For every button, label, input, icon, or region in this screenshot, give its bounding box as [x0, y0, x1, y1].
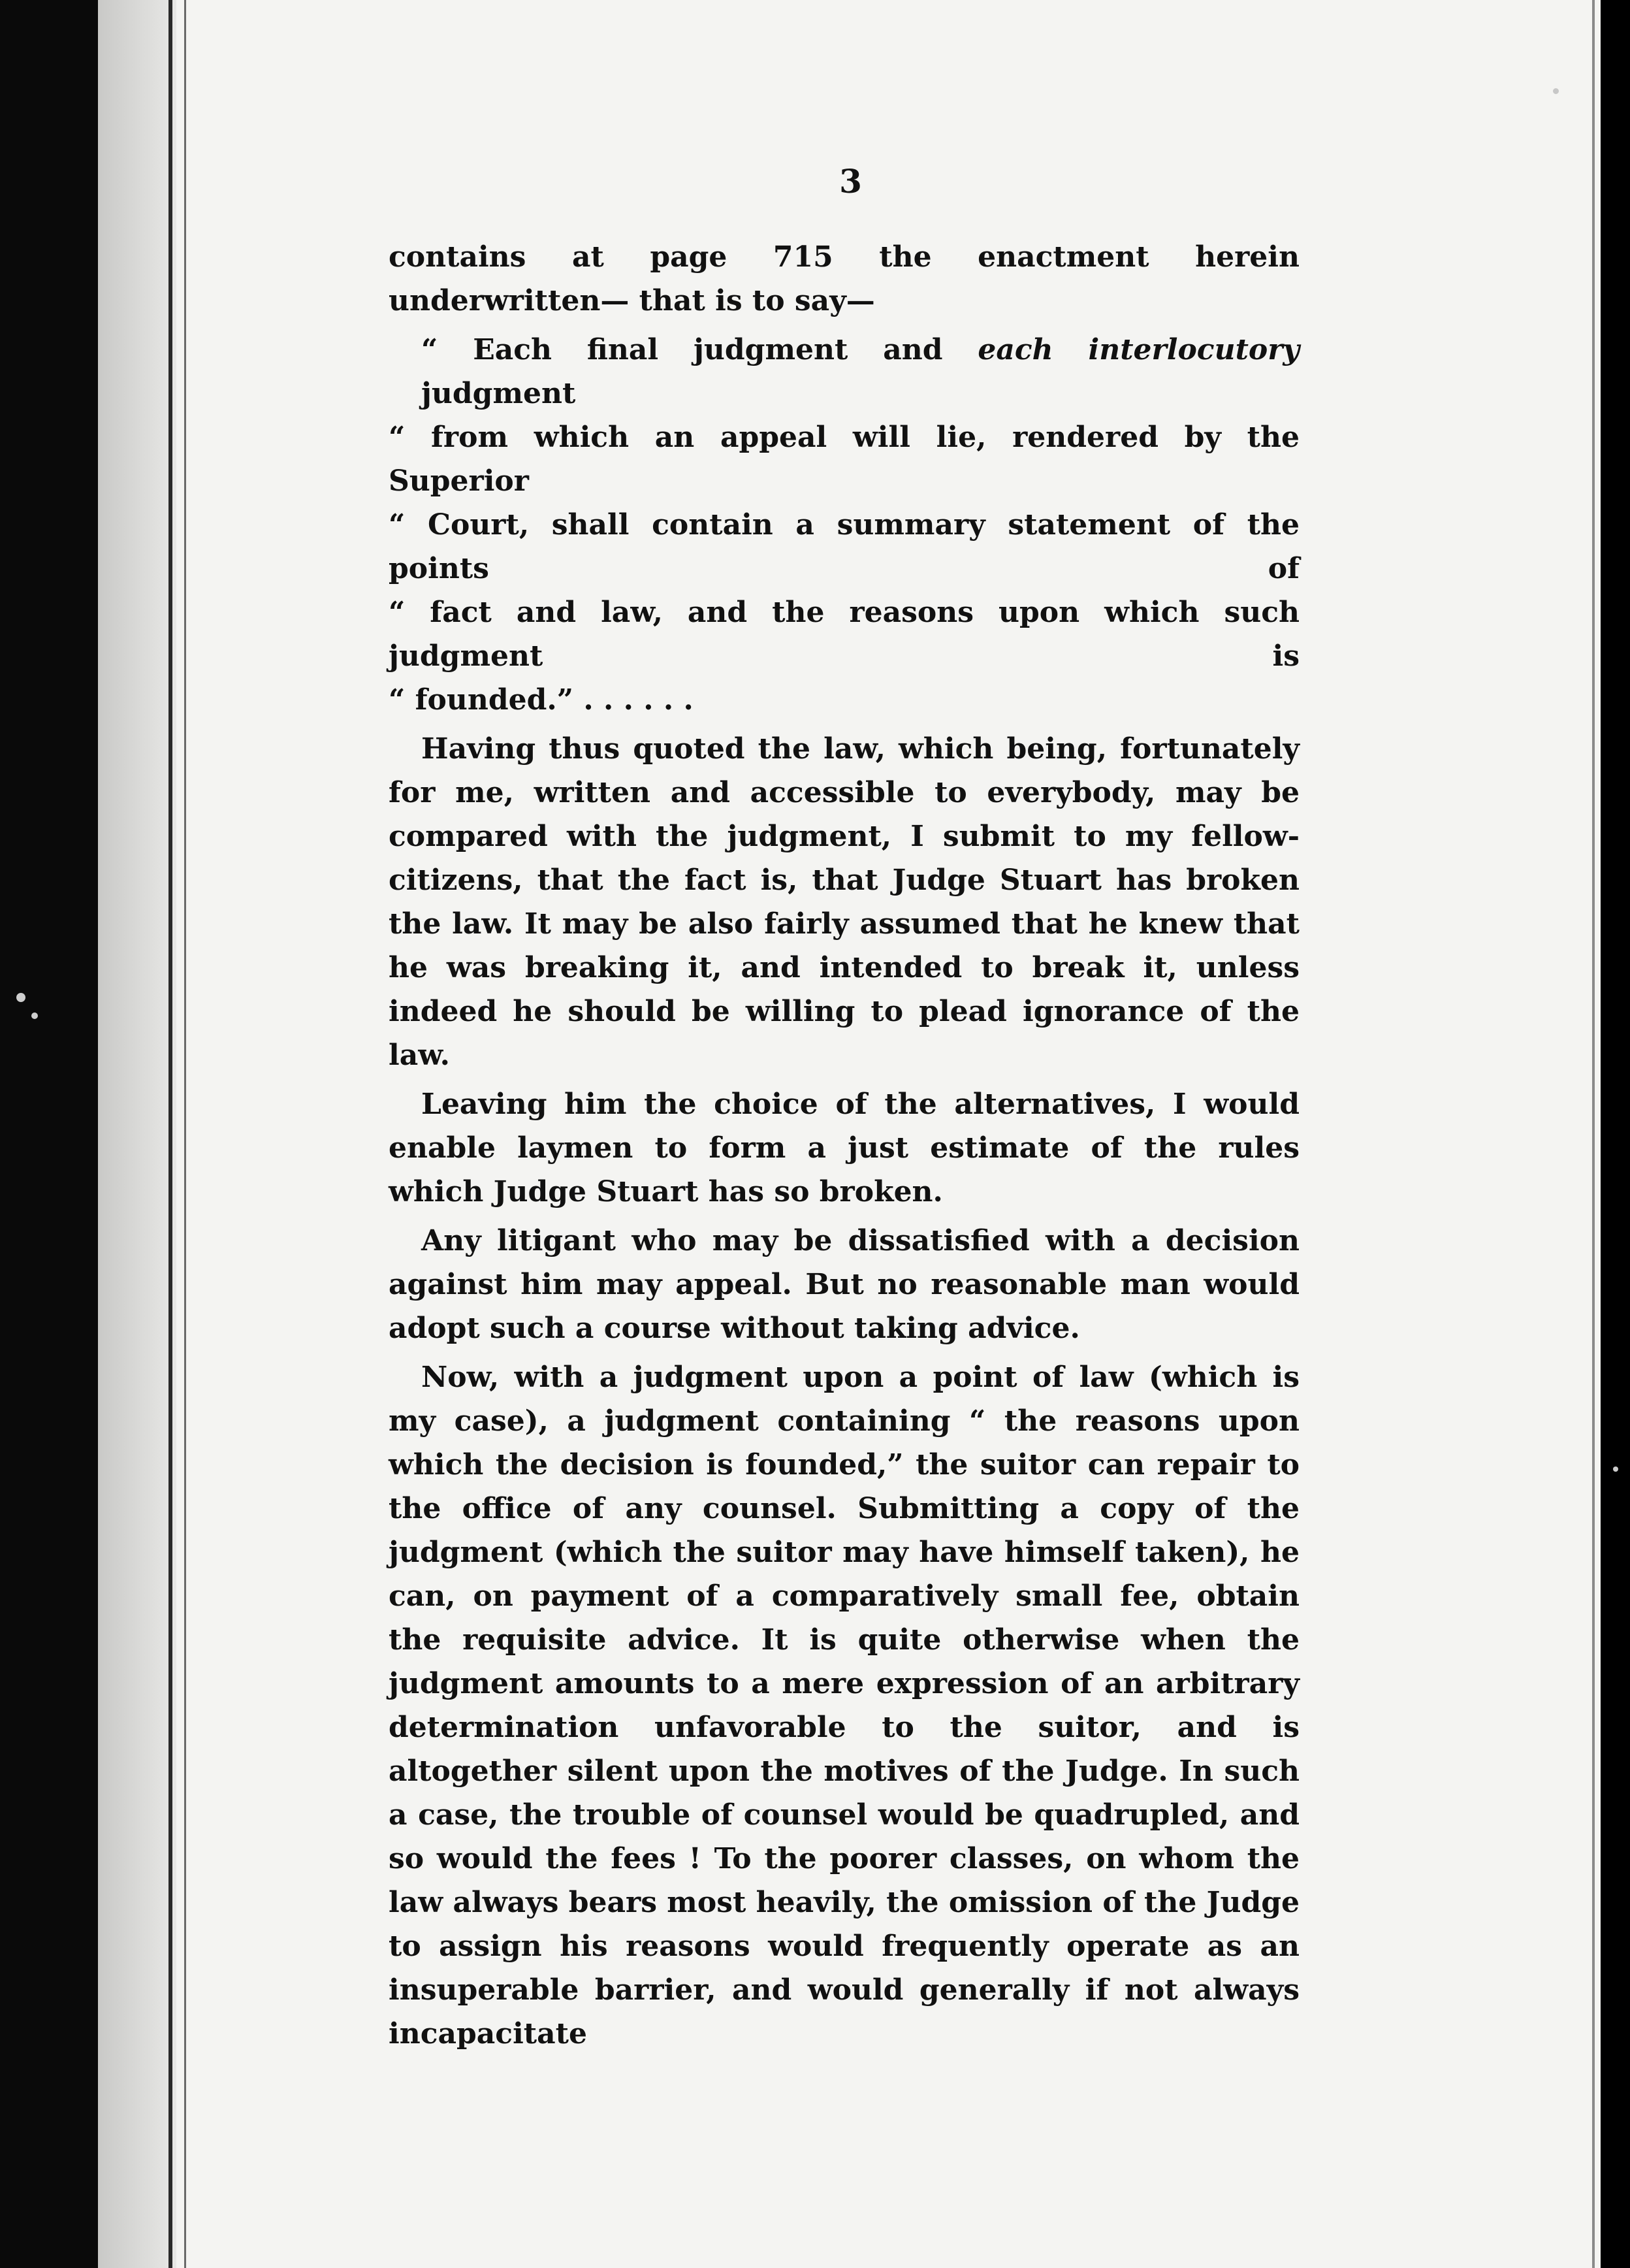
quoted-enactment: [389, 328, 1300, 722]
quote-line: “ founded.” . . . . . .: [389, 683, 694, 717]
binding-line-secondary: [184, 0, 186, 2268]
quote-line: “ Court, shall contain a summary statement of the points of: [389, 508, 1300, 585]
quote-line: “ Each final judgment and each interlocutory judgment: [421, 333, 1300, 410]
paragraph: Leaving him the choice of the alternatives, I would enable laymen to form a just estimate of the rules which Judge Stuart has so broken.: [389, 1088, 1300, 1208]
page-number: 3: [839, 162, 862, 201]
dust-speck: [31, 1012, 38, 1019]
binding-line: [168, 0, 172, 2268]
quote-line: “ from which an appeal will lie, rendered by the Superior: [389, 421, 1300, 498]
paragraph: Now, with a judgment upon a point of law (which is my case), a judgment containing “ the reasons upon which the decision is founded,” the suitor can repair to the office of any counsel. Submitting a copy of the judgment (which the suitor may have himself taken), he can, on payment of a comparatively small fee, obtain the requisite advice. It is quite otherwise when the judgment amounts to a mere expression of an arbitrary determination unfavorable to the suitor, and is altogether silent upon the motives of the Judge. In such a case, the trouble of counsel would be quadrupled, and so would the fees ! To the poorer classes, on whom the law always bears most heavily, the omission of the Judge to assign his reasons would frequently operate as an insuperable barrier, and would generally if not always incapacitate: [389, 1361, 1300, 2050]
paragraph-opening: contains at page 715 the enactment herein underwritten— that is to say—: [389, 240, 1300, 317]
dust-speck: [1613, 1466, 1618, 1472]
quote-emphasis: each interlocutory: [978, 333, 1300, 366]
binding-gutter: [98, 0, 176, 2268]
page-text: [389, 162, 1300, 2061]
scan-border-right: [1601, 0, 1630, 2268]
paragraph: Any litigant who may be dissatisfied with a decision against him may appeal. But no reasonable man would adopt such a course without taking advice.: [389, 1224, 1300, 1345]
quote-line: “ fact and law, and the reasons upon which such judgment is: [389, 596, 1300, 673]
page-edge-line: [1592, 0, 1595, 2268]
paragraph: Having thus quoted the law, which being, fortunately for me, written and accessible to everybody, may be compared with the judgment, I submit to my fellow-citizens, that the fact is, that Judge Stuart has broken the law. It may be also fairly assumed that he knew that he was breaking it, and intended to break it, unless indeed he should be willing to plead ignorance of the law.: [389, 732, 1300, 1072]
dust-speck: [1553, 88, 1559, 94]
dust-speck: [16, 993, 25, 1002]
